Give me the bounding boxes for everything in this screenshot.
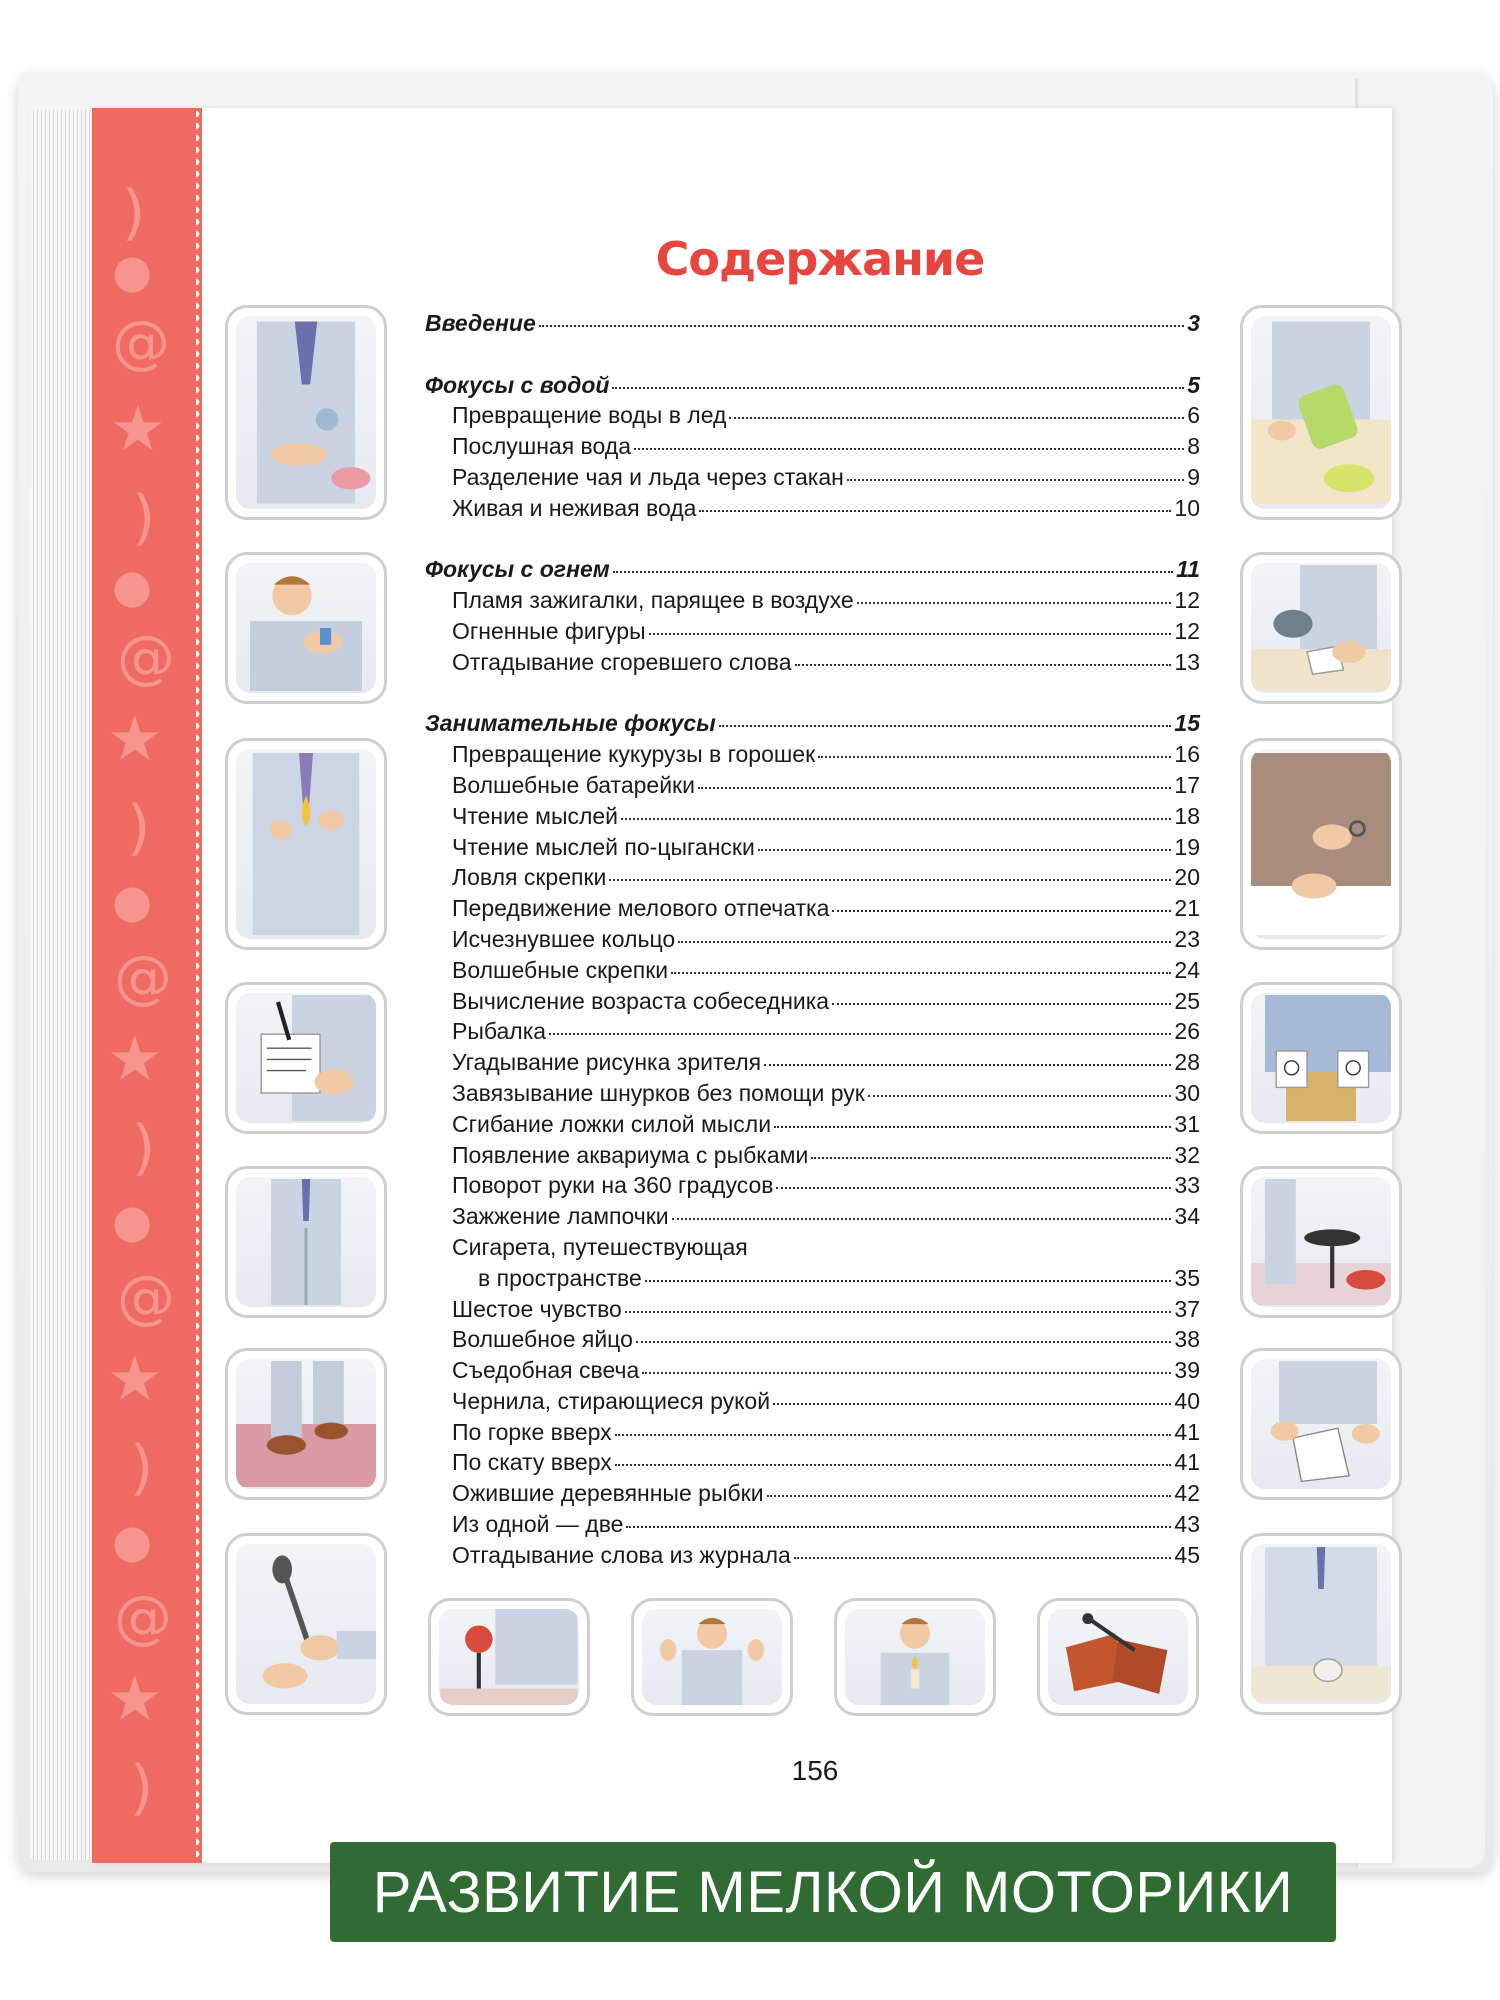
folding-paper-illustration xyxy=(1251,1359,1391,1489)
toc-entry-page: 39 xyxy=(1174,1357,1200,1384)
toc-entry-title: Фокусы с водой xyxy=(425,371,610,398)
toc-entry-page: 12 xyxy=(1174,617,1200,644)
toc-entry-title: Чтение мыслей по-цыгански xyxy=(452,833,755,860)
toc-entry xyxy=(425,1142,1200,1173)
toc-entry-page: 45 xyxy=(1174,1541,1200,1568)
toc-entry-title: По горке вверх xyxy=(452,1418,612,1445)
catching-paperclip-illustration xyxy=(1251,749,1391,939)
decorative-side-strip xyxy=(92,108,202,1863)
toc-entry xyxy=(425,1018,1200,1049)
toc-entry-title: Волшебные батарейки xyxy=(452,771,695,798)
toc-entry xyxy=(425,402,1200,433)
toc-leader-dots xyxy=(678,941,1171,943)
illustration-bottom-2 xyxy=(631,1598,793,1716)
illustration-left-3 xyxy=(225,738,387,950)
toc-leader-dots xyxy=(615,1464,1172,1466)
toc-entry-title: Ловля скрепки xyxy=(452,864,607,891)
toc-entry-page: 31 xyxy=(1174,1110,1200,1137)
aquarium-reveal-illustration xyxy=(1251,1177,1391,1307)
dot-icon: ● xyxy=(112,559,153,613)
toc-entry-title: Разделение чая и льда через стакан xyxy=(452,463,844,490)
toc-entry-title: Вычисление возраста собеседника xyxy=(452,987,830,1014)
illustration-right-7 xyxy=(1240,1533,1402,1715)
shoes-on-carpet-illustration xyxy=(236,1359,376,1489)
spiral-icon: @ xyxy=(117,1263,175,1331)
toc-leader-dots xyxy=(699,510,1171,512)
illustration-right-3 xyxy=(1240,738,1402,950)
toc-entry xyxy=(425,1080,1200,1111)
spiral-icon: @ xyxy=(112,308,170,376)
swirl-icon: ) xyxy=(132,1113,156,1183)
toc-entry xyxy=(425,587,1200,618)
star-icon: ★ xyxy=(110,392,166,465)
toc-entry-page: 8 xyxy=(1187,433,1200,460)
magician-with-flame-illustration xyxy=(236,749,376,939)
toc-entry xyxy=(425,895,1200,926)
toc-entry-title: Исчезнувшее кольцо xyxy=(452,925,676,952)
toc-entry xyxy=(425,1357,1200,1388)
toc-entry-page: 3 xyxy=(1187,310,1200,336)
star-icon: ★ xyxy=(107,1022,163,1095)
toc-entry-title: Появление аквариума с рыбками xyxy=(452,1141,809,1168)
toc-entry-title: Чтение мыслей xyxy=(452,802,619,829)
toc-entry-title: Отгадывание сгоревшего слова xyxy=(452,648,792,675)
toc-leader-dots xyxy=(636,1341,1172,1343)
toc-entry-page: 30 xyxy=(1174,1079,1200,1106)
wooden-fish-illustration xyxy=(1048,1609,1188,1705)
toc-entry xyxy=(425,464,1200,495)
toc-entry xyxy=(425,1326,1200,1357)
toc-leader-dots xyxy=(642,1372,1171,1374)
toc-leader-dots xyxy=(764,1064,1171,1066)
toc-entry-title: Волшебное яйцо xyxy=(452,1326,633,1353)
toc-entry-title: Угадывание рисунка зрителя xyxy=(452,1049,762,1076)
illustration-bottom-3 xyxy=(834,1598,996,1716)
hands-pouring-water-illustration xyxy=(236,316,376,509)
illustration-left-1 xyxy=(225,305,387,520)
toc-entry xyxy=(425,1419,1200,1450)
toc-entry-page: 41 xyxy=(1174,1449,1200,1476)
toc-entry-page: 42 xyxy=(1174,1480,1200,1507)
magician-standing-illustration xyxy=(236,1177,376,1307)
toc-entry-page: 25 xyxy=(1174,987,1200,1014)
toc-entry-page: 18 xyxy=(1174,802,1200,829)
toc-entry xyxy=(425,372,1200,403)
toc-entry xyxy=(425,1511,1200,1542)
toc-entry xyxy=(425,926,1200,957)
toc-leader-dots xyxy=(649,633,1172,635)
toc-entry-page: 12 xyxy=(1174,587,1200,614)
toc-leader-dots xyxy=(773,1403,1171,1405)
toc-leader-dots xyxy=(549,1033,1171,1035)
toc-leader-dots xyxy=(811,1157,1171,1159)
toc-leader-dots xyxy=(794,1557,1172,1559)
toc-entry-title: Из одной — две xyxy=(452,1511,624,1538)
table-of-contents xyxy=(425,310,1200,1573)
toc-entry-page: 28 xyxy=(1174,1049,1200,1076)
toc-entry-title: Ожившие деревянные рыбки xyxy=(452,1480,764,1507)
toc-entry-title: Завязывание шнурков без помощи рук xyxy=(452,1079,865,1106)
toc-leader-dots xyxy=(621,818,1171,820)
toc-entry-page: 13 xyxy=(1174,648,1200,675)
toc-entry-title: Введение xyxy=(425,310,536,336)
toc-spacer xyxy=(425,341,1200,372)
toc-entry-page: 37 xyxy=(1174,1295,1200,1322)
toc-entry xyxy=(425,772,1200,803)
bending-spoon-illustration xyxy=(236,1544,376,1704)
toc-leader-dots xyxy=(539,325,1184,327)
toc-entry xyxy=(425,957,1200,988)
dot-icon: ● xyxy=(112,874,153,928)
magician-candle-illustration xyxy=(845,1609,985,1705)
toc-leader-dots xyxy=(847,479,1184,481)
toc-entry xyxy=(425,988,1200,1019)
toc-entry xyxy=(425,1542,1200,1573)
dot-icon: ● xyxy=(112,1514,153,1568)
toc-entry xyxy=(425,1172,1200,1203)
toc-entry-page: 19 xyxy=(1174,833,1200,860)
illustration-bottom-4 xyxy=(1037,1598,1199,1716)
spiral-icon: @ xyxy=(114,1583,172,1651)
illustration-right-6 xyxy=(1240,1348,1402,1500)
toc-leader-dots xyxy=(613,571,1173,573)
star-icon: ★ xyxy=(107,702,163,775)
toc-entry-title: Рыбалка xyxy=(452,1018,547,1045)
toc-entry-title: Огненные фигуры xyxy=(452,617,646,644)
toc-entry xyxy=(425,710,1200,741)
magician-waving-illustration xyxy=(642,1609,782,1705)
star-icon: ★ xyxy=(107,1342,163,1415)
swirl-icon: ) xyxy=(122,178,146,248)
toc-leader-dots xyxy=(625,1311,1172,1313)
toc-entry-title: Превращение кукурузы в горошек xyxy=(452,741,816,768)
magician-with-lighter-illustration xyxy=(236,563,376,693)
toc-leader-dots xyxy=(698,787,1171,789)
toc-entry xyxy=(425,556,1200,587)
toc-leader-dots xyxy=(634,448,1184,450)
toc-entry xyxy=(425,618,1200,649)
swirl-icon: ) xyxy=(130,1753,154,1823)
illustration-left-2 xyxy=(225,552,387,704)
toc-entry-title: Поворот руки на 360 градусов xyxy=(452,1172,774,1199)
toc-spacer xyxy=(425,526,1200,557)
toc-entry-page: 16 xyxy=(1174,741,1200,768)
toc-entry xyxy=(425,1234,1200,1265)
toc-entry xyxy=(425,1388,1200,1419)
spiral-icon: @ xyxy=(117,623,175,691)
toc-entry-page: 5 xyxy=(1187,371,1200,398)
toc-entry-title: Шестое чувство xyxy=(452,1295,622,1322)
toc-entry-page: 11 xyxy=(1176,556,1200,583)
toc-entry xyxy=(425,834,1200,865)
toc-entry-title: Зажжение лампочки xyxy=(452,1203,669,1230)
toc-entry-page: 40 xyxy=(1174,1387,1200,1414)
dot-icon: ● xyxy=(112,244,153,298)
illustration-right-1 xyxy=(1240,305,1402,520)
toc-entry-page: 34 xyxy=(1174,1203,1200,1230)
toc-entry-title: Пламя зажигалки, парящее в воздухе xyxy=(452,587,854,614)
toc-entry-title: Превращение воды в лед xyxy=(452,402,727,429)
toc-leader-dots xyxy=(832,910,1171,912)
toc-leader-dots xyxy=(626,1526,1171,1528)
toc-leader-dots xyxy=(671,972,1171,974)
toc-entry-title: в пространстве xyxy=(478,1264,642,1291)
toc-entry xyxy=(425,1449,1200,1480)
toc-entry xyxy=(425,741,1200,772)
toc-entry-title: Занимательные фокусы xyxy=(425,710,716,737)
toc-leader-dots xyxy=(645,1280,1172,1282)
toc-entry-title: Живая и неживая вода xyxy=(452,494,697,521)
toc-entry xyxy=(425,1049,1200,1080)
toc-entry-page: 17 xyxy=(1174,771,1200,798)
toc-entry-title: Чернила, стирающиеся рукой xyxy=(452,1387,771,1414)
illustration-right-2 xyxy=(1240,552,1402,704)
illustration-left-7 xyxy=(225,1533,387,1715)
toc-entry-title: По скату вверх xyxy=(452,1449,612,1476)
lamp-on-table-illustration xyxy=(439,1609,579,1705)
toc-leader-dots xyxy=(818,756,1171,758)
toc-entry-page: 26 xyxy=(1174,1018,1200,1045)
toc-leader-dots xyxy=(832,1003,1171,1005)
toc-entry xyxy=(425,803,1200,834)
illustration-bottom-1 xyxy=(428,1598,590,1716)
swirl-icon: ) xyxy=(132,483,156,553)
magic-egg-illustration xyxy=(1251,1544,1391,1704)
glass-of-ice-illustration xyxy=(1251,316,1391,509)
toc-entry-page: 35 xyxy=(1174,1264,1200,1291)
illustration-right-4 xyxy=(1240,982,1402,1134)
toc-entry-title: Сгибание ложки силой мысли xyxy=(452,1110,772,1137)
toc-leader-dots xyxy=(774,1126,1171,1128)
toc-entry-page: 20 xyxy=(1174,864,1200,891)
picture-cards-illustration xyxy=(1251,993,1391,1123)
toc-entry-title: Волшебные скрепки xyxy=(452,956,669,983)
toc-leader-dots xyxy=(795,664,1172,666)
toc-entry-page: 9 xyxy=(1187,463,1200,490)
spiral-icon: @ xyxy=(114,943,172,1011)
toc-leader-dots xyxy=(615,1434,1172,1436)
swirl-icon: ) xyxy=(130,1433,154,1503)
toc-entry xyxy=(425,1480,1200,1511)
toc-entry-page: 24 xyxy=(1174,956,1200,983)
toc-entry xyxy=(425,864,1200,895)
toc-spacer xyxy=(425,680,1200,711)
toc-leader-dots xyxy=(776,1187,1171,1189)
toc-entry-title: Передвижение мелового отпечатка xyxy=(452,895,830,922)
toc-entry xyxy=(425,495,1200,526)
toc-entry xyxy=(425,433,1200,464)
toc-entry-page: 38 xyxy=(1174,1326,1200,1353)
illustration-right-5 xyxy=(1240,1166,1402,1318)
toc-leader-dots xyxy=(719,725,1172,727)
toc-leader-dots xyxy=(767,1495,1172,1497)
illustration-left-5 xyxy=(225,1166,387,1318)
dot-icon: ● xyxy=(112,1194,153,1248)
toc-entry xyxy=(425,310,1200,341)
toc-entry-page: 43 xyxy=(1174,1511,1200,1538)
toc-entry-title: Фокусы с огнем xyxy=(425,556,610,583)
toc-leader-dots xyxy=(857,602,1172,604)
toc-entry xyxy=(425,1203,1200,1234)
toc-entry-page: 21 xyxy=(1174,895,1200,922)
toc-entry xyxy=(425,649,1200,680)
illustration-left-4 xyxy=(225,982,387,1134)
toc-entry xyxy=(425,1265,1200,1296)
page-title: Содержание xyxy=(655,232,985,286)
illustration-left-6 xyxy=(225,1348,387,1500)
toc-entry-page: 32 xyxy=(1174,1141,1200,1168)
toc-entry-title: Съедобная свеча xyxy=(452,1357,640,1384)
toc-leader-dots xyxy=(612,387,1184,389)
page-number: 156 xyxy=(791,1755,839,1786)
toc-entry xyxy=(425,1296,1200,1327)
toc-entry-page: 6 xyxy=(1187,402,1200,429)
toc-leader-dots xyxy=(758,849,1172,851)
toc-leader-dots xyxy=(609,879,1171,881)
star-icon: ★ xyxy=(107,1662,163,1735)
toc-entry-page: 33 xyxy=(1174,1172,1200,1199)
burning-paper-illustration xyxy=(1251,563,1391,693)
toc-entry-page: 15 xyxy=(1174,710,1200,737)
pen-writing-numbers-illustration xyxy=(236,993,376,1123)
toc-entry-title: Сигарета, путешествующая xyxy=(452,1233,748,1260)
toc-entry-title: Отгадывание слова из журнала xyxy=(452,1541,791,1568)
toc-leader-dots xyxy=(672,1218,1172,1220)
toc-entry-page: 23 xyxy=(1174,925,1200,952)
promo-banner: РАЗВИТИЕ МЕЛКОЙ МОТОРИКИ xyxy=(330,1842,1336,1942)
swirl-icon: ) xyxy=(127,793,151,863)
toc-entry-page: 10 xyxy=(1174,494,1200,521)
toc-entry-page: 41 xyxy=(1174,1418,1200,1445)
toc-entry xyxy=(425,1111,1200,1142)
toc-entry-title: Послушная вода xyxy=(452,433,631,460)
toc-leader-dots xyxy=(868,1095,1172,1097)
page-edges xyxy=(30,110,96,1860)
toc-leader-dots xyxy=(729,417,1184,419)
